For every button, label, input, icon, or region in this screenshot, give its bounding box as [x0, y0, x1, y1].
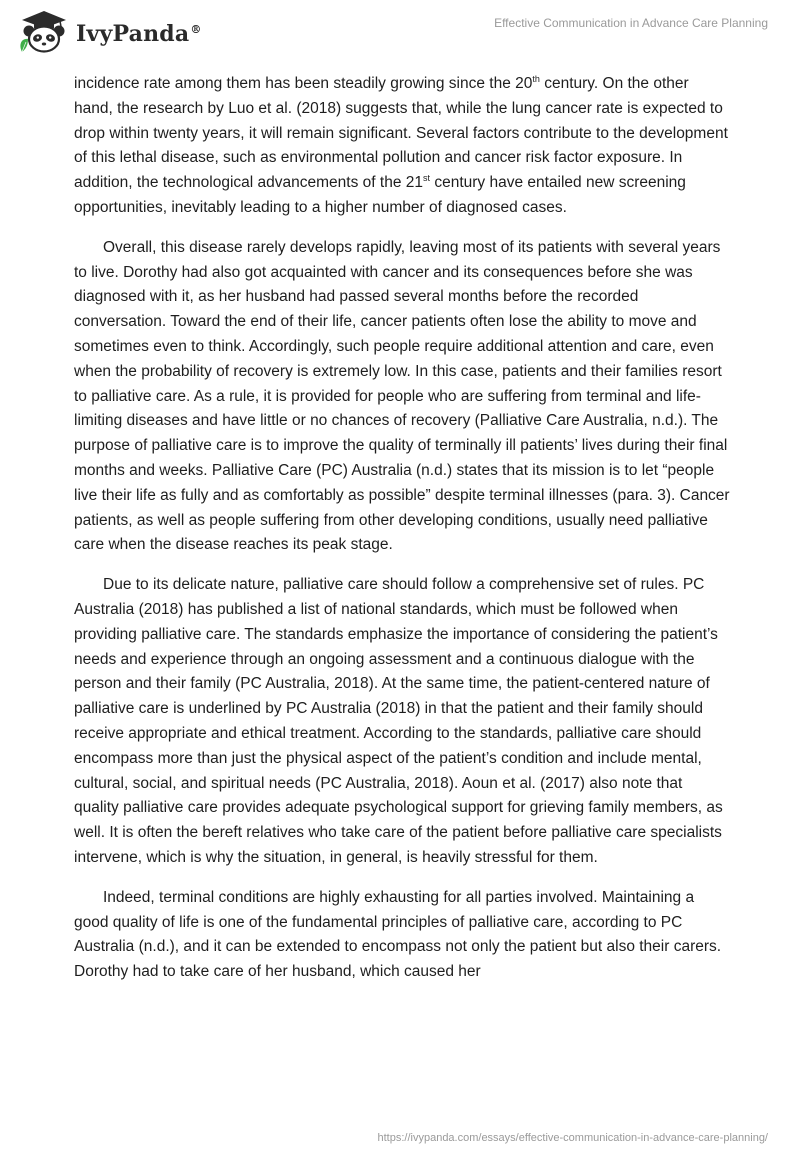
text-segment: century have entailed new screening opportunities, inevitably leading to a higher number of diagnosed cases. — [74, 174, 686, 216]
running-title: Effective Communication in Advance Care Planning — [494, 16, 768, 30]
paragraph-1 — [74, 72, 730, 221]
text-segment: Indeed, terminal conditions are highly exhausting for all parties involved. Maintaining a good quality of life is one of the fundamental principles of palliative care, according to PC Australia (n.d.), and it can be extended to encompass not only the patient but also their carers. Dorothy had to take care of her husband, which caused her — [74, 888, 722, 981]
panda-graduate-icon — [16, 8, 72, 54]
text-segment: Due to its delicate nature, palliative care should follow a comprehensive set of rules. PC Australia (2018) has published a list of national standards, which must be followed when providing palliative care. The standards emphasize the importance of considering the patient’s needs and experience through an ongoing assessment and a continuous dialogue with the person and their family (PC Australia, 2018). At the same time, the patient-centered nature of palliative care is underlined by PC Australia (2018) in that the patient and their family should receive appropriate and ethical treatment. According to the standards, palliative care should encompass more than just the physical aspect of the patient’s condition and include mental, cultural, social, and spiritual needs (PC Australia, 2018). Aoun et al. (2017) also note that quality palliative care provides adequate psychological support for grieving family members, as well. It is often the bereft relatives who take care of the patient before palliative care specialists intervene, which is why the situation, in general, is heavily stressful for them. — [74, 576, 723, 866]
superscript: st — [423, 173, 431, 184]
paragraph-4 — [74, 886, 730, 985]
paragraph-3 — [74, 573, 730, 871]
registered-mark: ® — [190, 22, 202, 36]
text-segment: incidence rate among them has been steadily growing since the 20 — [74, 75, 533, 92]
logo-name: IvyPanda — [76, 21, 190, 47]
logo-wordmark — [76, 21, 202, 47]
superscript: th — [532, 74, 540, 84]
text-segment: Overall, this disease rarely develops rapidly, leaving most of its patients with several years to live. Dorothy had also got acquainted with cancer and its consequences before she was diagnosed with it, as her husband had passed several months before the recorded conversation. Toward the end of their life, cancer patients often lose the ability to move and sometimes even to think. Accordingly, such people require additional attention and care, even when the probability of recovery is extremely low. In this case, patients and their families resort to palliative care. As a rule, it is provided for people who are suffering from terminal and life-limiting diseases and have little or no chances of recovery (Palliative Care Australia, n.d.). The purpose of palliative care is to improve the quality of terminally ill patients’ lives during their final months and weeks. Palliative Care (PC) Australia (n.d.) states that its mission is to let “people live their life as fully and as comfortably as possible” despite terminal illnesses (para. 3). Cancer patients, as well as people suffering from other developing conditions, usually need palliative care when the disease reaches its peak stage. — [74, 238, 730, 554]
ivypanda-logo[interactable] — [16, 8, 202, 54]
page-header — [0, 0, 800, 64]
essay-body — [74, 72, 730, 1000]
source-url[interactable]: https://ivypanda.com/essays/effective-communication-in-advance-care-planning/ — [377, 1132, 768, 1144]
text-segment: century. On the other hand, the research by Luo et al. (2018) suggests that, while the lung cancer rate is expected to drop within twenty years, it will remain significant. Several factors contribute to the development of this lethal disease, such as environmental pollution and cancer risk factor exposure. In addition, the technological advancements of the 21 — [74, 75, 728, 192]
paragraph-2 — [74, 236, 730, 558]
